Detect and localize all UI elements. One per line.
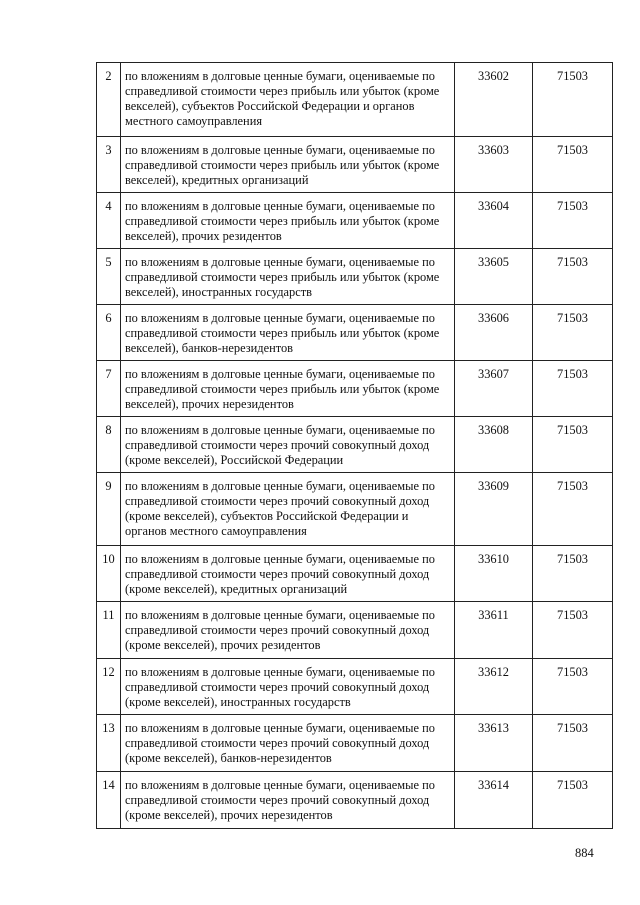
account-code: 33607 — [455, 361, 533, 417]
table-row — [97, 659, 613, 715]
correspondent-code: 71503 — [533, 602, 613, 659]
row-description: по вложениям в долговые ценные бумаги, оцениваемые по справедливой стоимости через прибыль или убыток (кроме векселей), прочих нерезидентов — [121, 361, 455, 417]
correspondent-code: 71503 — [533, 772, 613, 829]
account-code: 33603 — [455, 137, 533, 193]
row-number: 3 — [97, 137, 121, 193]
account-code: 33606 — [455, 305, 533, 361]
correspondent-code: 71503 — [533, 659, 613, 715]
account-code: 33605 — [455, 249, 533, 305]
correspondent-code: 71503 — [533, 417, 613, 473]
row-number: 11 — [97, 602, 121, 659]
correspondent-code: 71503 — [533, 546, 613, 602]
table-row — [97, 193, 613, 249]
row-number: 2 — [97, 63, 121, 137]
account-code: 33604 — [455, 193, 533, 249]
table-row — [97, 602, 613, 659]
row-number: 14 — [97, 772, 121, 829]
row-number: 9 — [97, 473, 121, 546]
account-code: 33612 — [455, 659, 533, 715]
page-number: 884 — [575, 846, 594, 860]
row-description: по вложениям в долговые ценные бумаги, оцениваемые по справедливой стоимости через прибыль или убыток (кроме векселей), банков-нерезидентов — [121, 305, 455, 361]
row-number: 10 — [97, 546, 121, 602]
correspondent-code: 71503 — [533, 715, 613, 772]
row-description: по вложениям в долговые ценные бумаги, оцениваемые по справедливой стоимости через прочий совокупный доход (кроме векселей), иностранных государств — [121, 659, 455, 715]
account-code: 33609 — [455, 473, 533, 546]
account-code: 33611 — [455, 602, 533, 659]
correspondent-code: 71503 — [533, 137, 613, 193]
correspondent-code: 71503 — [533, 473, 613, 546]
table-row — [97, 417, 613, 473]
row-number: 12 — [97, 659, 121, 715]
row-number: 7 — [97, 361, 121, 417]
table-row — [97, 137, 613, 193]
row-description: по вложениям в долговые ценные бумаги, оцениваемые по справедливой стоимости через прибыль или убыток (кроме векселей), иностранных государств — [121, 249, 455, 305]
account-code: 33614 — [455, 772, 533, 829]
table-row — [97, 772, 613, 829]
row-description: по вложениям в долговые ценные бумаги, оцениваемые по справедливой стоимости через прочий совокупный доход (кроме векселей), Российской Федерации — [121, 417, 455, 473]
correspondent-code: 71503 — [533, 305, 613, 361]
accounts-table — [96, 62, 613, 829]
table-row — [97, 305, 613, 361]
row-number: 6 — [97, 305, 121, 361]
account-code: 33608 — [455, 417, 533, 473]
correspondent-code: 71503 — [533, 249, 613, 305]
table-row — [97, 249, 613, 305]
account-code: 33610 — [455, 546, 533, 602]
row-description: по вложениям в долговые ценные бумаги, оцениваемые по справедливой стоимости через прочий совокупный доход (кроме векселей), субъектов Российской Федерации и органов местного самоуправления — [121, 473, 455, 546]
table-row — [97, 715, 613, 772]
table-row — [97, 546, 613, 602]
correspondent-code: 71503 — [533, 361, 613, 417]
row-number: 8 — [97, 417, 121, 473]
row-description: по вложениям в долговые ценные бумаги, оцениваемые по справедливой стоимости через прибыль или убыток (кроме векселей), кредитных организаций — [121, 137, 455, 193]
row-description: по вложениям в долговые ценные бумаги, оцениваемые по справедливой стоимости через прочий совокупный доход (кроме векселей), кредитных организаций — [121, 546, 455, 602]
row-number: 4 — [97, 193, 121, 249]
row-number: 5 — [97, 249, 121, 305]
row-number: 13 — [97, 715, 121, 772]
row-description: по вложениям в долговые ценные бумаги, оцениваемые по справедливой стоимости через прибыль или убыток (кроме векселей), прочих резидентов — [121, 193, 455, 249]
correspondent-code: 71503 — [533, 63, 613, 137]
account-code: 33602 — [455, 63, 533, 137]
table-row — [97, 63, 613, 137]
row-description: по вложениям в долговые ценные бумаги, оцениваемые по справедливой стоимости через прочий совокупный доход (кроме векселей), прочих резидентов — [121, 602, 455, 659]
row-description: по вложениям в долговые ценные бумаги, оцениваемые по справедливой стоимости через прочий совокупный доход (кроме векселей), банков-нерезидентов — [121, 715, 455, 772]
account-code: 33613 — [455, 715, 533, 772]
correspondent-code: 71503 — [533, 193, 613, 249]
row-description: по вложениям в долговые ценные бумаги, оцениваемые по справедливой стоимости через прибыль или убыток (кроме векселей), субъектов Российской Федерации и органов местного самоуправления — [121, 63, 455, 137]
table-row — [97, 473, 613, 546]
row-description: по вложениям в долговые ценные бумаги, оцениваемые по справедливой стоимости через прочий совокупный доход (кроме векселей), прочих нерезидентов — [121, 772, 455, 829]
table-row — [97, 361, 613, 417]
